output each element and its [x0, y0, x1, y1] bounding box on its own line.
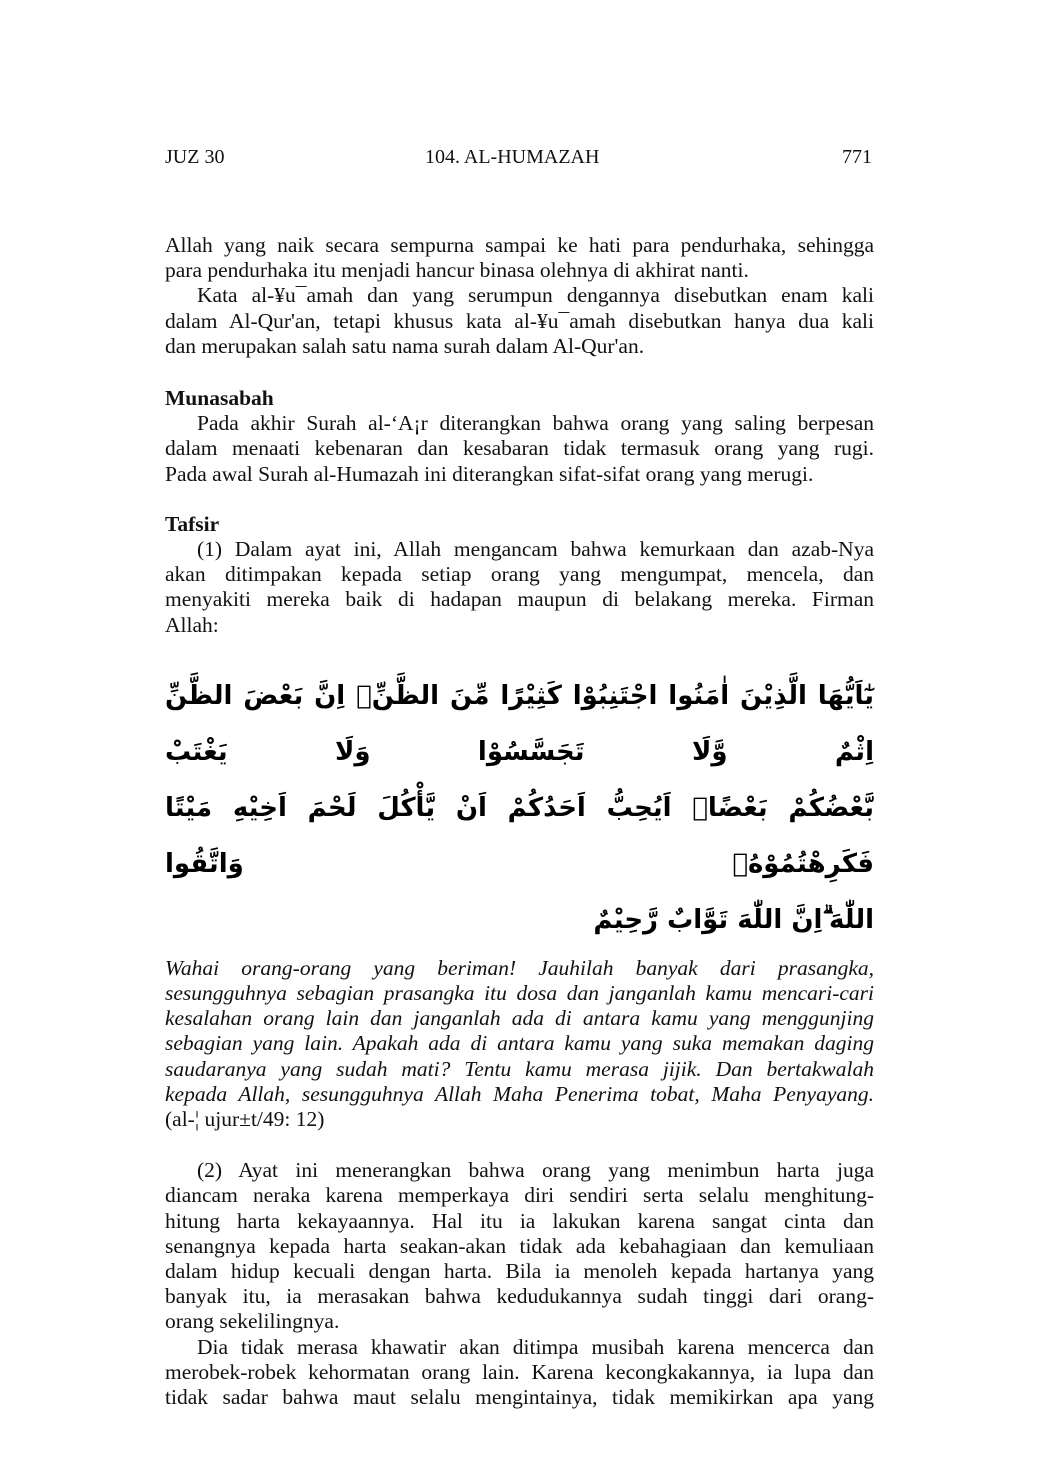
line: dalam Al-Qur'an, tetapi khusus kata al-¥u¯amah disebutkan hanya dua kali — [165, 308, 874, 333]
line: sesungguhnya sebagian prasangka itu dosa dan janganlah kamu mencari-cari — [165, 981, 874, 1006]
section-heading: Tafsir — [165, 511, 220, 536]
line: para pendurhaka itu menjadi hancur binasa olehnya di akhirat nanti. — [165, 258, 749, 283]
arabic-line: يٰٓاَيُّهَا الَّذِيْنَ اٰمَنُوا اجْتَنِبُوْا كَثِيْرًا مِّنَ الظَّنِّۖ اِنَّ بَعْضَ الظَّنِّ اِثْمٌ وَّلَا تَجَسَّسُوْا وَلَا يَغْتَبْ — [165, 680, 874, 767]
paragraph-continuation — [165, 233, 874, 359]
line: Allah yang naik secara sempurna sampai ke hati para pendurhaka, sehingga — [165, 233, 874, 257]
running-header-juz: JUZ 30 — [165, 146, 225, 168]
arabic-verse-image — [165, 668, 874, 948]
line: senangnya kepada harta seakan-akan tidak ada kebahagiaan dan kemuliaan — [165, 1233, 874, 1258]
line: sebagian yang lain. Apakah ada di antara kamu yang suka memakan daging — [165, 1031, 874, 1056]
line: dalam hidup kecuali dengan harta. Bila ia menoleh kepada hartanya yang — [165, 1259, 874, 1284]
arabic-line: اللّٰهَ ۗاِنَّ اللّٰهَ تَوَّابٌ رَّحِيْمٌ — [593, 904, 874, 935]
line: (1) Dalam ayat ini, Allah mengancam bahwa kemurkaan dan azab-Nya — [197, 537, 874, 562]
line: kesalahan orang lain dan janganlah ada di antara kamu yang menggunjing — [165, 1006, 874, 1031]
arabic-line: بَّعْضُكُمْ بَعْضًاۗ اَيُحِبُّ اَحَدُكُمْ اَنْ يَّأْكُلَ لَحْمَ اَخِيْهِ مَيْتًا فَكَرِهْتُمُوْهُۗ وَاتَّقُوا — [165, 792, 874, 879]
line: Pada awal Surah al-Humazah ini diterangkan sifat-sifat orang yang merugi. — [165, 461, 814, 486]
line: dalam menaati kebenaran dan kesabaran tidak termasuk orang yang rugi. — [165, 436, 874, 461]
line: kepada Allah, sesungguhnya Allah Maha Penerima tobat, Maha Penyayang. — [165, 1081, 874, 1106]
line: akan ditimpakan kepada setiap orang yang mengumpat, mencela, dan — [165, 562, 874, 587]
tafsir-section — [165, 512, 874, 638]
line: Allah: — [165, 612, 219, 637]
verse-citation: (al-¦ ujur±t/49: 12) — [165, 1107, 325, 1132]
line: (2) Ayat ini menerangkan bahwa orang yang menimbun harta juga — [197, 1158, 874, 1183]
line: diancam neraka karena memperkaya diri sendiri serta selalu menghitung- — [165, 1183, 874, 1208]
line: tidak sadar bahwa maut selalu mengintainya, tidak memikirkan apa yang — [165, 1385, 874, 1410]
line: Wahai orang-orang yang beriman! Jauhilah banyak dari prasangka, — [165, 955, 874, 980]
line: dan merupakan salah satu nama surah dalam Al-Qur'an. — [165, 333, 645, 358]
line: Dia tidak merasa khawatir akan ditimpa musibah karena mencerca dan — [197, 1334, 874, 1359]
line: merobek-robek kehormatan orang lain. Karena kecongkakannya, ia lupa dan — [165, 1359, 874, 1384]
line: orang sekelilingnya. — [165, 1309, 340, 1334]
line: menyakiti mereka baik di hadapan maupun di belakang mereka. Firman — [165, 587, 874, 612]
section-heading: Munasabah — [165, 386, 274, 411]
running-header-surah: 104. AL-HUMAZAH — [425, 146, 600, 168]
line: Kata al-¥u¯amah dan yang serumpun dengannya disebutkan enam kali — [197, 283, 874, 308]
page-body — [165, 233, 874, 1410]
line: Pada akhir Surah al-‘A¡r diterangkan bahwa orang yang saling berpesan — [197, 411, 874, 436]
munasabah-section — [165, 386, 874, 487]
verse-translation — [165, 956, 874, 1132]
line: banyak itu, ia merasakan bahwa kedudukannya sudah tinggi dari orang- — [165, 1284, 874, 1309]
paragraph-2 — [165, 1158, 874, 1410]
line: hitung harta kekayaannya. Hal itu ia lakukan karena sangat cinta dan — [165, 1208, 874, 1233]
line: saudaranya yang sudah mati? Tentu kamu merasa jijik. Dan bertakwalah — [165, 1056, 874, 1081]
page-number: 771 — [842, 146, 872, 168]
